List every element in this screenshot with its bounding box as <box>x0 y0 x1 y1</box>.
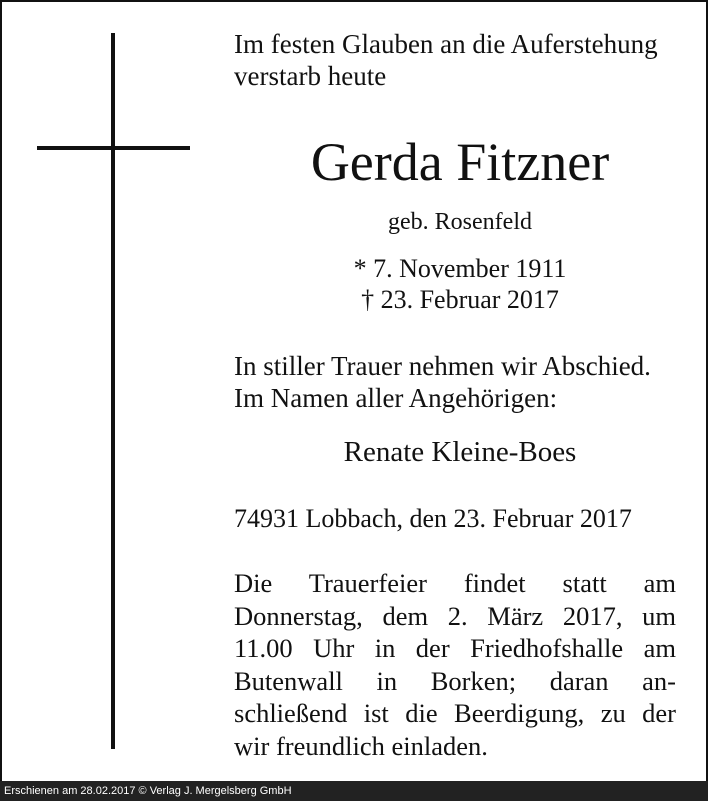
intro-text <box>234 28 658 92</box>
cross-vertical-bar <box>111 33 115 749</box>
funeral-line: Die Trauerfeier findet statt am <box>234 568 676 598</box>
mourning-line: Im Namen aller Angehörigen: <box>234 383 558 413</box>
funeral-line: Donnerstag, dem 2. März 2017, um <box>234 600 676 631</box>
death-date: † 23. Februar 2017 <box>361 285 559 314</box>
place-date: 74931 Lobbach, den 23. Februar 2017 <box>234 504 632 533</box>
intro-line: verstarb heute <box>234 61 387 91</box>
funeral-line: wir freundlich einladen. <box>234 730 488 761</box>
birth-date: * 7. November 1911 <box>353 254 567 283</box>
mourning-line: In stiller Trauer nehmen wir Abschied. <box>234 351 651 381</box>
birth-name: geb. Rosenfeld <box>388 209 532 235</box>
intro-line: Im festen Glauben an die Auferstehung <box>234 29 658 59</box>
funeral-paragraph <box>234 567 676 762</box>
mourning-text <box>234 350 651 414</box>
cross-horizontal-bar <box>37 146 190 150</box>
publication-footer: Erschienen am 28.02.2017 © Verlag J. Mergelsberg GmbH <box>0 781 708 801</box>
funeral-line: schließend ist die Beerdigung, zu der <box>234 698 676 728</box>
funeral-line: Butenwall in Borken; daran an- <box>234 665 676 696</box>
funeral-line: 11.00 Uhr in der Friedhofshalle am <box>234 633 676 663</box>
deceased-name: Gerda Fitzner <box>310 132 610 192</box>
signer-name: Renate Kleine-Boes <box>343 436 577 468</box>
